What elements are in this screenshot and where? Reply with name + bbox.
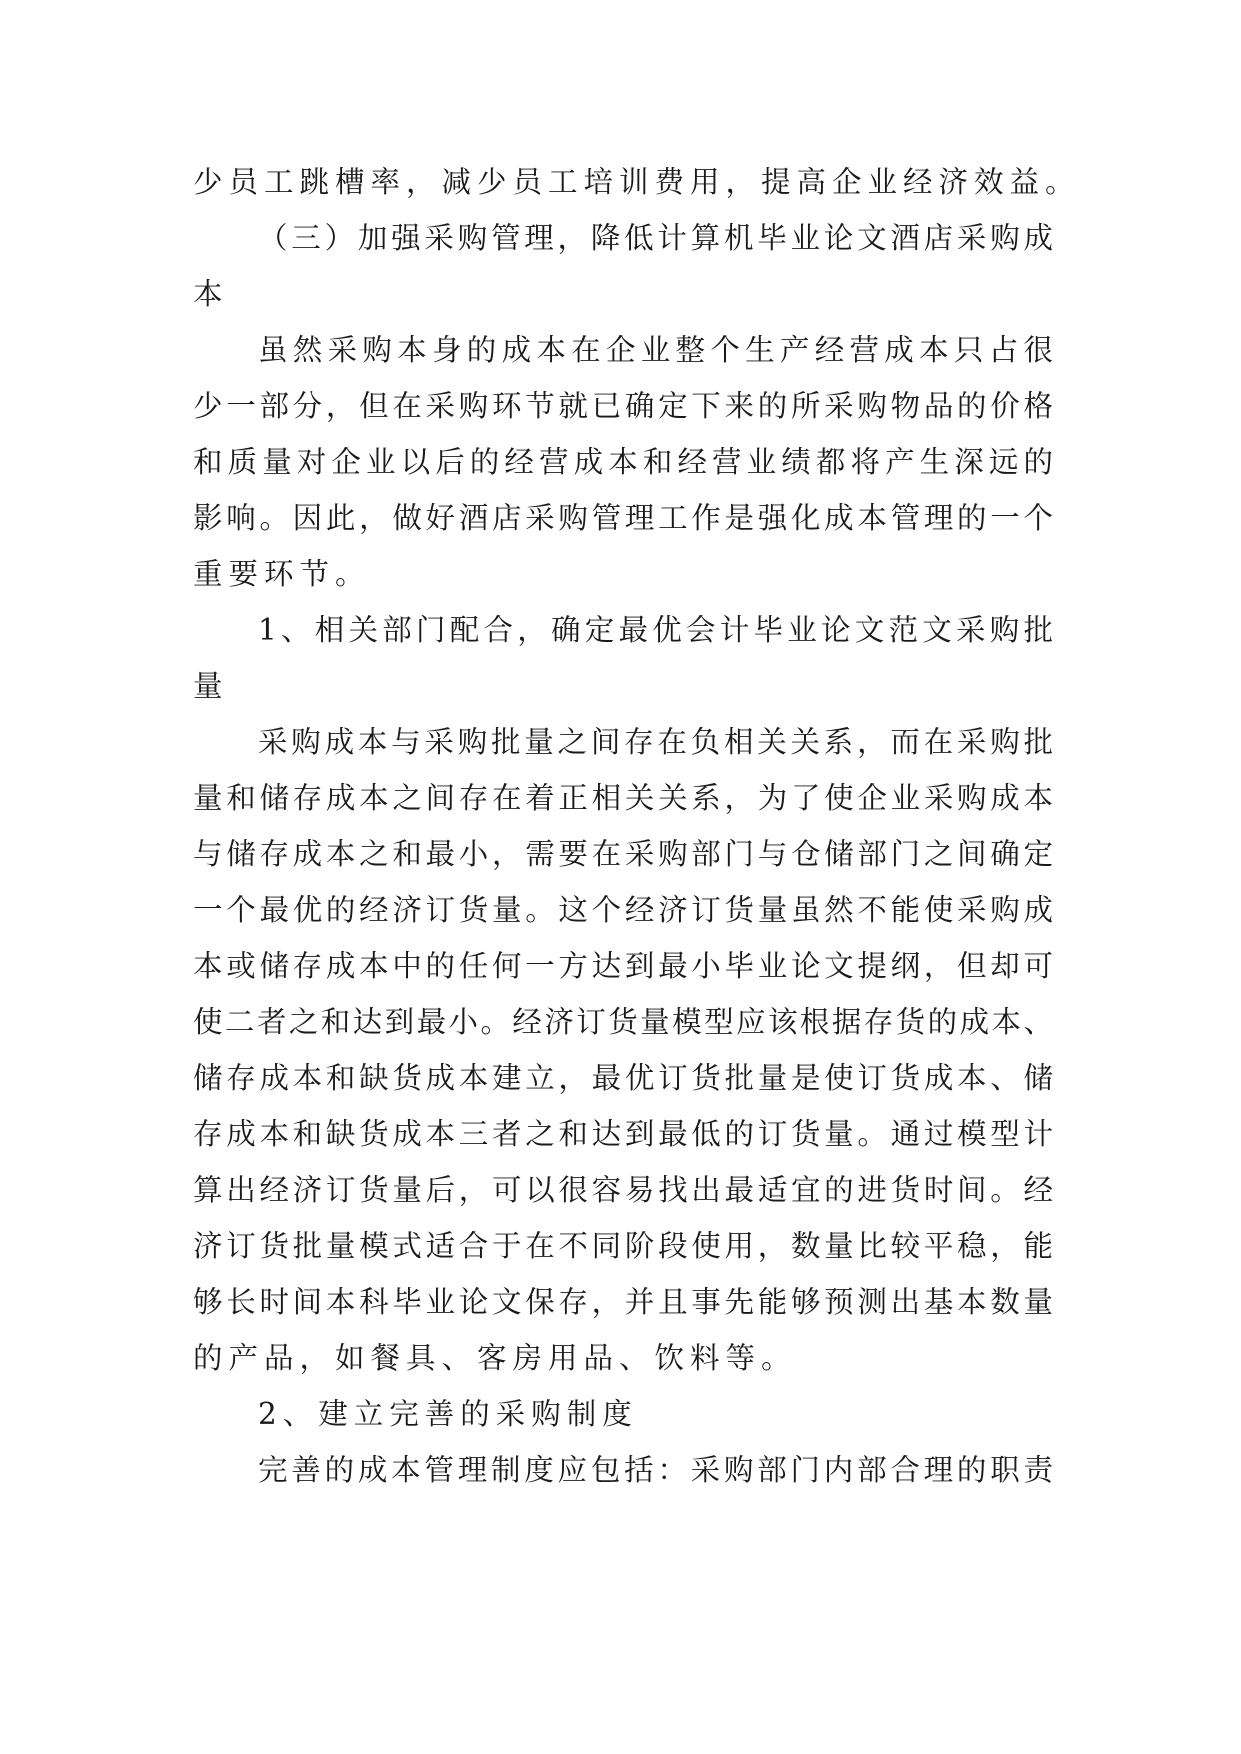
paragraph-line: 采购成本与采购批量之间存在负相关关系，而在采购批	[258, 725, 1053, 759]
paragraph-line: 存成本和缺货成本三者之和达到最低的订货量。通过模型计	[193, 1117, 1053, 1151]
paragraph-line: 够长时间本科毕业论文保存，并且事先能够预测出基本数量	[193, 1285, 1053, 1319]
paragraph-line: 储存成本和缺货成本建立，最优订货批量是使订货成本、储	[193, 1061, 1053, 1095]
paragraph-line: 使二者之和达到最小。经济订货量模型应该根据存货的成本、	[193, 1005, 1053, 1039]
paragraph-line: 济订货批量模式适合于在不同阶段使用，数量比较平稳，能	[193, 1229, 1053, 1263]
subheading-line: 2、建立完善的采购制度	[258, 1397, 638, 1431]
paragraph-line: 重要环节。	[193, 557, 371, 591]
paragraph-line: 完善的成本管理制度应包括：采购部门内部合理的职责	[258, 1453, 1053, 1487]
paragraph-line: 和质量对企业以后的经营成本和经营业绩都将产生深远的	[193, 445, 1053, 479]
paragraph-line: 算出经济订货量后，可以很容易找出最适宜的进货时间。经	[193, 1173, 1053, 1207]
subheading-line: 1、相关部门配合，确定最优会计毕业论文范文采购批	[258, 613, 1053, 647]
subheading-line: 量	[193, 669, 229, 703]
text-line: 少员工跳槽率，减少员工培训费用，提高企业经济效益。	[193, 165, 1081, 199]
paragraph-line: 一个最优的经济订货量。这个经济订货量虽然不能使采购成	[193, 893, 1053, 927]
paragraph-line: 本或储存成本中的任何一方达到最小毕业论文提纲，但却可	[193, 949, 1053, 983]
paragraph-line: 少一部分，但在采购环节就已确定下来的所采购物品的价格	[193, 389, 1053, 423]
section-heading-line: （三）加强采购管理，降低计算机毕业论文酒店采购成	[258, 221, 1053, 255]
section-heading-line: 本	[193, 277, 229, 311]
paragraph-line: 与储存成本之和最小，需要在采购部门与仓储部门之间确定	[193, 837, 1053, 871]
paragraph-line: 虽然采购本身的成本在企业整个生产经营成本只占很	[258, 333, 1053, 367]
paragraph-line: 的产品，如餐具、客房用品、饮料等。	[193, 1341, 797, 1375]
paragraph-line: 影响。因此，做好酒店采购管理工作是强化成本管理的一个	[193, 501, 1053, 535]
paragraph-line: 量和储存成本之间存在着正相关关系，为了使企业采购成本	[193, 781, 1053, 815]
